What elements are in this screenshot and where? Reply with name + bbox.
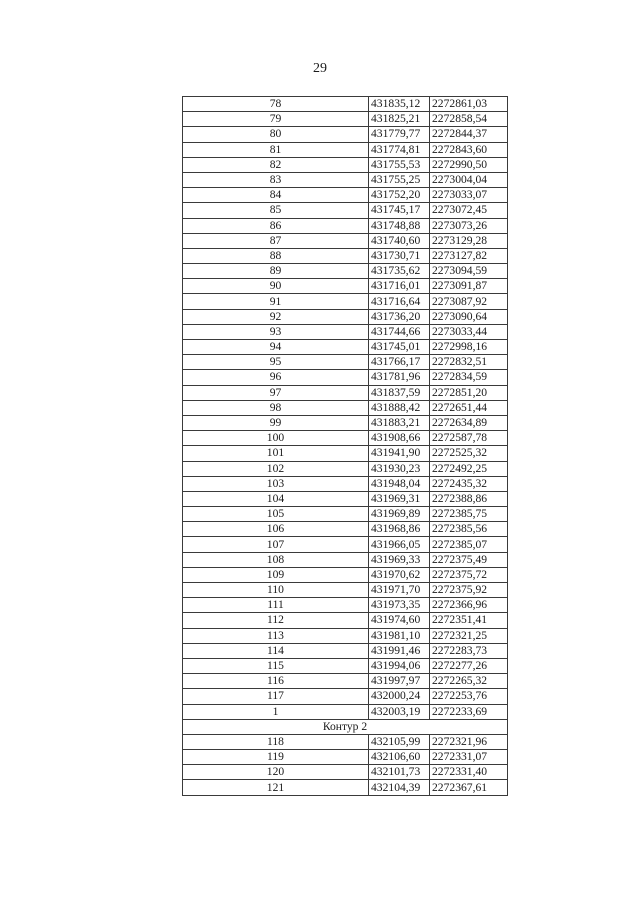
- point-number: 98: [183, 400, 369, 415]
- coordinate-x: 431973,35: [369, 598, 430, 613]
- table-row: [183, 385, 508, 400]
- coordinate-y: 2272998,16: [430, 340, 508, 355]
- table-row: [183, 112, 508, 127]
- coordinate-x: 431735,62: [369, 264, 430, 279]
- coordinate-x: 431837,59: [369, 385, 430, 400]
- table-row: [183, 97, 508, 112]
- point-number: 119: [183, 750, 369, 765]
- coordinate-x: 431736,20: [369, 309, 430, 324]
- coordinate-y: 2272375,72: [430, 567, 508, 582]
- coordinate-x: 431744,66: [369, 324, 430, 339]
- coordinate-x: 431781,96: [369, 370, 430, 385]
- coordinate-y: 2273072,45: [430, 203, 508, 218]
- point-number: 97: [183, 385, 369, 400]
- coordinate-x: 431716,01: [369, 279, 430, 294]
- table-row: [183, 567, 508, 582]
- coordinate-y: 2273087,92: [430, 294, 508, 309]
- point-number: 1: [183, 704, 369, 719]
- point-number: 81: [183, 142, 369, 157]
- coordinate-y: 2273129,28: [430, 233, 508, 248]
- point-number: 99: [183, 415, 369, 430]
- coordinate-y: 2272385,56: [430, 522, 508, 537]
- point-number: 88: [183, 248, 369, 263]
- table-row: [183, 446, 508, 461]
- table-row: [183, 127, 508, 142]
- coordinate-x: 431835,12: [369, 97, 430, 112]
- point-number: 121: [183, 780, 369, 795]
- coordinate-y: 2272388,86: [430, 491, 508, 506]
- coordinate-y: 2272861,03: [430, 97, 508, 112]
- table-row: [183, 431, 508, 446]
- coordinate-y: 2272990,50: [430, 157, 508, 172]
- coordinate-x: 431969,31: [369, 491, 430, 506]
- coordinate-y: 2272858,54: [430, 112, 508, 127]
- coordinates-table-body: [183, 97, 508, 796]
- table-row: [183, 400, 508, 415]
- coordinate-y: 2272367,61: [430, 780, 508, 795]
- table-row: [183, 765, 508, 780]
- point-number: 93: [183, 324, 369, 339]
- table-row: [183, 674, 508, 689]
- table-row: [183, 415, 508, 430]
- coordinate-y: 2272587,78: [430, 431, 508, 446]
- coordinate-x: 431948,04: [369, 476, 430, 491]
- table-row: [183, 203, 508, 218]
- coordinate-x: 431766,17: [369, 355, 430, 370]
- point-number: 113: [183, 628, 369, 643]
- coordinate-y: 2272385,07: [430, 537, 508, 552]
- table-row: [183, 355, 508, 370]
- coordinate-y: 2273033,07: [430, 188, 508, 203]
- coordinate-x: 431745,01: [369, 340, 430, 355]
- coordinate-y: 2272265,32: [430, 674, 508, 689]
- coordinate-y: 2272321,25: [430, 628, 508, 643]
- coordinate-y: 2273091,87: [430, 279, 508, 294]
- point-number: 108: [183, 552, 369, 567]
- coordinate-x: 431994,06: [369, 658, 430, 673]
- coordinate-x: 431970,62: [369, 567, 430, 582]
- coordinate-y: 2273094,59: [430, 264, 508, 279]
- table-row: [183, 491, 508, 506]
- coordinate-x: 431740,60: [369, 233, 430, 248]
- point-number: 104: [183, 491, 369, 506]
- point-number: 78: [183, 97, 369, 112]
- coordinate-x: 431974,60: [369, 613, 430, 628]
- table-row: [183, 233, 508, 248]
- coordinate-y: 2272651,44: [430, 400, 508, 415]
- point-number: 96: [183, 370, 369, 385]
- table-row: [183, 294, 508, 309]
- point-number: 79: [183, 112, 369, 127]
- coordinate-y: 2272253,76: [430, 689, 508, 704]
- table-row: [183, 613, 508, 628]
- point-number: 111: [183, 598, 369, 613]
- coordinate-y: 2272525,32: [430, 446, 508, 461]
- point-number: 103: [183, 476, 369, 491]
- coordinate-x: 431941,90: [369, 446, 430, 461]
- table-row: [183, 507, 508, 522]
- table-row: [183, 583, 508, 598]
- coordinate-y: 2272321,96: [430, 734, 508, 749]
- section-row: [183, 719, 508, 734]
- coordinate-x: 431883,21: [369, 415, 430, 430]
- table-row: [183, 324, 508, 339]
- point-number: 82: [183, 157, 369, 172]
- point-number: 120: [183, 765, 369, 780]
- point-number: 105: [183, 507, 369, 522]
- coordinate-x: 431745,17: [369, 203, 430, 218]
- point-number: 100: [183, 431, 369, 446]
- coordinates-table: [182, 96, 508, 796]
- coordinate-x: 431748,88: [369, 218, 430, 233]
- point-number: 94: [183, 340, 369, 355]
- coordinate-x: 432105,99: [369, 734, 430, 749]
- table-row: [183, 172, 508, 187]
- table-row: [183, 218, 508, 233]
- table-row: [183, 476, 508, 491]
- coordinate-y: 2272435,32: [430, 476, 508, 491]
- coordinate-x: 431968,86: [369, 522, 430, 537]
- table-row: [183, 461, 508, 476]
- table-row: [183, 370, 508, 385]
- coordinate-x: 431730,71: [369, 248, 430, 263]
- coordinate-y: 2272331,40: [430, 765, 508, 780]
- point-number: 83: [183, 172, 369, 187]
- point-number: 115: [183, 658, 369, 673]
- table-row: [183, 157, 508, 172]
- table-row: [183, 689, 508, 704]
- table-row: [183, 734, 508, 749]
- coordinate-x: 431779,77: [369, 127, 430, 142]
- point-number: 91: [183, 294, 369, 309]
- coordinate-y: 2273004,04: [430, 172, 508, 187]
- point-number: 102: [183, 461, 369, 476]
- table-row: [183, 279, 508, 294]
- table-row: [183, 780, 508, 795]
- table-row: [183, 658, 508, 673]
- point-number: 90: [183, 279, 369, 294]
- coordinate-y: 2273127,82: [430, 248, 508, 263]
- point-number: 109: [183, 567, 369, 582]
- coordinate-y: 2272834,59: [430, 370, 508, 385]
- point-number: 92: [183, 309, 369, 324]
- coordinate-x: 431825,21: [369, 112, 430, 127]
- coordinate-x: 432003,19: [369, 704, 430, 719]
- coordinate-x: 432101,73: [369, 765, 430, 780]
- coordinate-y: 2272492,25: [430, 461, 508, 476]
- coordinate-y: 2273033,44: [430, 324, 508, 339]
- point-number: 107: [183, 537, 369, 552]
- coordinate-x: 431908,66: [369, 431, 430, 446]
- coordinate-x: 431755,53: [369, 157, 430, 172]
- coordinate-y: 2272375,92: [430, 583, 508, 598]
- coordinate-y: 2272351,41: [430, 613, 508, 628]
- point-number: 116: [183, 674, 369, 689]
- coordinate-y: 2272375,49: [430, 552, 508, 567]
- table-row: [183, 309, 508, 324]
- coordinate-y: 2272843,60: [430, 142, 508, 157]
- table-row: [183, 264, 508, 279]
- coordinate-y: 2272283,73: [430, 643, 508, 658]
- coordinate-x: 431971,70: [369, 583, 430, 598]
- coordinate-y: 2272385,75: [430, 507, 508, 522]
- point-number: 110: [183, 583, 369, 598]
- coordinate-x: 431930,23: [369, 461, 430, 476]
- coordinate-y: 2273090,64: [430, 309, 508, 324]
- point-number: 118: [183, 734, 369, 749]
- page-number: 29: [313, 61, 327, 76]
- coordinate-y: 2272634,89: [430, 415, 508, 430]
- coordinate-y: 2273073,26: [430, 218, 508, 233]
- point-number: 84: [183, 188, 369, 203]
- point-number: 87: [183, 233, 369, 248]
- coordinate-x: 431991,46: [369, 643, 430, 658]
- table-row: [183, 248, 508, 263]
- coordinate-x: 432106,60: [369, 750, 430, 765]
- coordinate-y: 2272844,37: [430, 127, 508, 142]
- table-row: [183, 643, 508, 658]
- table-row: [183, 340, 508, 355]
- coordinate-y: 2272851,20: [430, 385, 508, 400]
- coordinate-x: 432000,24: [369, 689, 430, 704]
- coordinate-x: 432104,39: [369, 780, 430, 795]
- coordinate-x: 431752,20: [369, 188, 430, 203]
- coordinate-y: 2272277,26: [430, 658, 508, 673]
- coordinate-x: 431755,25: [369, 172, 430, 187]
- section-title: Контур 2: [183, 719, 508, 734]
- table-row: [183, 142, 508, 157]
- point-number: 114: [183, 643, 369, 658]
- coordinate-x: 431966,05: [369, 537, 430, 552]
- point-number: 101: [183, 446, 369, 461]
- coordinate-x: 431997,97: [369, 674, 430, 689]
- table-row: [183, 704, 508, 719]
- coordinate-x: 431774,81: [369, 142, 430, 157]
- coordinate-x: 431888,42: [369, 400, 430, 415]
- coordinate-x: 431716,64: [369, 294, 430, 309]
- table-row: [183, 598, 508, 613]
- point-number: 80: [183, 127, 369, 142]
- table-row: [183, 188, 508, 203]
- table-row: [183, 750, 508, 765]
- table-row: [183, 537, 508, 552]
- table-row: [183, 552, 508, 567]
- coordinate-y: 2272331,07: [430, 750, 508, 765]
- coordinate-y: 2272832,51: [430, 355, 508, 370]
- coordinate-x: 431969,89: [369, 507, 430, 522]
- point-number: 89: [183, 264, 369, 279]
- coordinate-x: 431969,33: [369, 552, 430, 567]
- point-number: 117: [183, 689, 369, 704]
- point-number: 85: [183, 203, 369, 218]
- coordinate-x: 431981,10: [369, 628, 430, 643]
- table-row: [183, 628, 508, 643]
- coordinate-y: 2272366,96: [430, 598, 508, 613]
- table-row: [183, 522, 508, 537]
- coordinate-y: 2272233,69: [430, 704, 508, 719]
- point-number: 86: [183, 218, 369, 233]
- point-number: 112: [183, 613, 369, 628]
- point-number: 95: [183, 355, 369, 370]
- point-number: 106: [183, 522, 369, 537]
